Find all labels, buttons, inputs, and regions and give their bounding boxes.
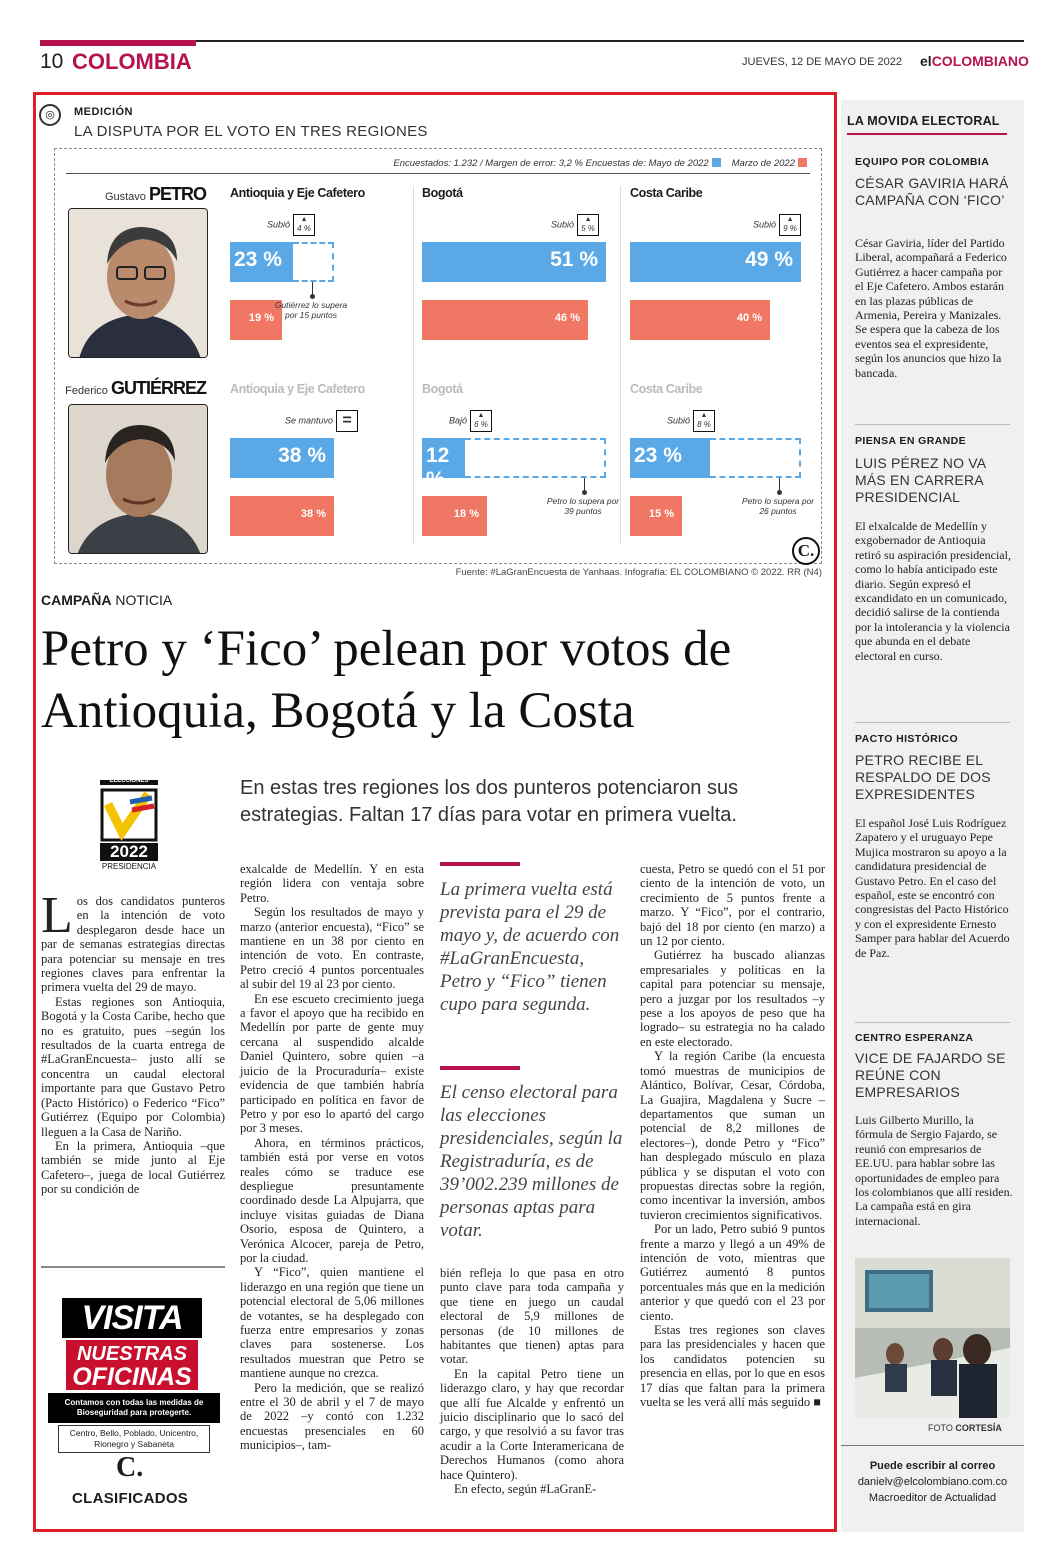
paragraph: os dos candidatos punteros en la intención de voto desplegaron desde hace un par de semanas estrategias directas para potenciar su mensaje en tres regiones claves para enfrentar la primera vuelta del 29 de mayo.: [41, 894, 225, 995]
bar-may-value: 12 %: [426, 444, 450, 491]
change-indicator: [285, 410, 358, 432]
gap-leader-dot: [310, 294, 315, 299]
paragraph: Estas tres regiones son claves para las presidenciales y hacen que los candidatos potencien su presencia en ellas, por lo que en esos 17 días que faltan para la primera vuelta se les verá allí más seguido ■: [640, 1323, 825, 1410]
change-label: Subió: [551, 219, 575, 230]
region-label: Antioquia y Eje Cafetero: [230, 186, 365, 200]
body-column-4: [640, 862, 825, 1524]
elections-logo-bottom: PRESIDENCIA: [101, 862, 157, 871]
candidate-gutierrez-name: [64, 378, 206, 399]
gap-leader-dot: [777, 490, 782, 495]
petro-photo: [68, 208, 208, 358]
change-label: Subió: [267, 219, 291, 230]
elections-2022-logo: [100, 780, 158, 872]
sidebar-item-3-kicker: PACTO HISTÓRICO: [855, 733, 959, 745]
change-delta: 5 %: [581, 224, 595, 233]
ad-biosecurity: Contamos con todas las medidas de Bioseguridad para protegerte.: [48, 1393, 220, 1423]
paragraph: Estas regiones son Antioquia, Bogotá y la Costa Caribe, hecho que no es gratuito, pues –según los resultados de la cuarta entrega de #LaGranEncuesta– justo allí se concentra un caudal electoral importante para que Gustavo Petro (Pacto Histórico) o Federico “Fico” Gutiérrez (Equipo por Colombia) lleguen a la Casa de Nariño.: [41, 994, 225, 1139]
elcolombiano-c-logo: C.: [792, 537, 820, 565]
meeting-photo: [855, 1258, 1010, 1418]
gap-note: Gutiérrez lo supera por 15 puntos: [274, 300, 348, 320]
quote-2-bar: [440, 1066, 520, 1070]
sidebar-rule: [855, 424, 1010, 425]
ad-locations: Centro, Bello, Poblado, Unicentro, Rionegro y Sabaneta: [58, 1425, 210, 1453]
sidebar-rule: [855, 1022, 1010, 1023]
article-dek: En estas tres regiones los dos punteros potenciaron sus estrategias. Faltan 17 días para votar en primera vuelta.: [240, 777, 739, 826]
paragraph: Ahora, en términos prácticos, también está por verse en votos reales cómo se traduce ese despliegue presuntamente coordinado desde La Alpujarra, que incluye visitas guiadas de Diana Osorio, esposa de Quintero, a Verónica Alcocer, pareja de Petro, por la ciudad.: [240, 1135, 424, 1265]
infographic-kicker: MEDICIÓN: [74, 106, 133, 118]
region-label: Bogotá: [422, 186, 463, 200]
change-delta: 9 %: [783, 224, 797, 233]
change-indicator: [551, 214, 599, 236]
petro-last-name: PETRO: [148, 184, 206, 204]
brand-prefix: el: [920, 53, 932, 69]
change-delta-icon: ▲ 5 %: [577, 214, 599, 236]
issue-date: JUEVES, 12 DE MAYO DE 2022: [742, 56, 902, 68]
section-name: COLOMBIA: [72, 49, 192, 74]
gap-leader-dot: [582, 490, 587, 495]
sidebar-title-rule: [847, 133, 1007, 135]
infographic-source: Fuente: #LaGranEncuesta de Yanhaas. Infografía: EL COLOMBIANO © 2022. RR (N4): [455, 567, 822, 578]
kicker-type: NOTICIA: [115, 592, 173, 608]
sidebar-item-1-kicker: EQUIPO POR COLOMBIA: [855, 156, 990, 168]
header-accent: [40, 40, 196, 46]
change-delta: 8 %: [697, 420, 711, 429]
quote-1-bar: [440, 862, 520, 866]
sidebar-item-3-head: PETRO RECIBE EL RESPALDO DE DOS EXPRESIDENTES: [855, 752, 991, 802]
contact-email[interactable]: danielv@elcolombiano.com.co: [857, 1476, 1008, 1488]
gap-note: Petro lo supera por 39 puntos: [546, 496, 620, 516]
change-indicator: [753, 214, 801, 236]
contact-title: Puede escribir al correo: [869, 1460, 996, 1472]
region-label: Costa Caribe: [630, 186, 703, 200]
panel-separator: [413, 186, 414, 544]
gap-indicator: [293, 242, 334, 282]
gap-indicator: [465, 438, 606, 478]
change-label: Subió: [666, 415, 690, 426]
paragraph: Pero la medición, que se realizó entre el 30 de abril y el 7 de mayo de 2022 –y contó con 1.232 encuestas presenciales en 60 municipios–, tam-: [240, 1380, 424, 1453]
paragraph: Por un lado, Petro subió 9 puntos frente a marzo y llegó a un 49% de intención de voto, mientras que Gutiérrez aumentó 8 puntos porcentuales más que en la medición anterior y que quedó con el 23 por ciento.: [640, 1222, 825, 1323]
brand-logo: [920, 53, 1029, 69]
bar-march-value: 40 %: [736, 312, 762, 324]
infographic-meta: [380, 158, 810, 169]
legend-may: Mayo de 2022: [648, 158, 709, 169]
paragraph: En efecto, según #LaGranE-: [454, 1482, 597, 1497]
legend-march: Marzo de 2022: [731, 158, 795, 169]
panel-separator: [620, 186, 621, 544]
kicker-category: CAMPAÑA: [41, 592, 112, 608]
paragraph: En ese escueto crecimiento juega a favor el apoyo que ha recibido en Medellín por parte de gente muy cercana al suspendido alcalde Daniel Quintero, sobre quien –a juicio de la Procuraduría– existe evidencia de que también habría participado en política en favor de Petro y por eso lo apartó del cargo por 3 meses.: [240, 991, 424, 1136]
sidebar-item-2-kicker: PIENSA EN GRANDE: [855, 435, 967, 447]
region-label: Costa Caribe: [630, 382, 703, 396]
petro-first-name: Gustavo: [104, 191, 146, 203]
change-delta: 4 %: [297, 224, 311, 233]
bar-march-value: 46 %: [554, 312, 580, 324]
paragraph: Gutiérrez ha buscado alianzas empresariales y políticas en la capital para potenciar su mensaje, pero a juzgar por los resultados –y pese a los apoyos de peso que ha logrado– su estrategia no ha calado en este electorado.: [640, 948, 825, 1049]
sidebar-item-1-head: CÉSAR GAVIRIA HARÁ CAMPAÑA CON ‘FICO’: [855, 175, 1009, 208]
sidebar-title: LA MOVIDA ELECTORAL: [847, 114, 1000, 128]
gutierrez-photo: [68, 404, 208, 554]
sidebar-item-4-kicker: CENTRO ESPERANZA: [855, 1032, 974, 1044]
change-delta-icon: ▲ 8 %: [693, 410, 715, 432]
survey-meta: Encuestados: 1.232 / Margen de error: 3,2 % Encuestas de:: [393, 158, 646, 169]
bar-may-value: 49 %: [745, 248, 793, 271]
paragraph: exalcalde de Medellín. Y en esta región lidera con ventaja sobre Petro.: [240, 862, 424, 905]
contact-rule: [841, 1445, 1024, 1446]
body-column-3: [440, 1266, 624, 1524]
infographic-title: LA DISPUTA POR EL VOTO EN TRES REGIONES: [74, 123, 428, 140]
ad-visita[interactable]: VISITA: [62, 1298, 202, 1338]
sidebar-item-2-body: El elxalcalde de Medellín y exgobernador de Antioquia retiró su aspiración presidencial, como lo había anticipado este diario. Según expresó el excandidato en un comunicado, decidió salirse de la contienda por la intolerancia y la violencia que abunda en el debate electoral en curso.: [855, 519, 1011, 663]
legend-march-swatch: [798, 158, 807, 167]
gutierrez-last-name: GUTIÉRREZ: [110, 378, 206, 398]
article-headline: Petro y ‘Fico’ pelean por votos de Antioquia, Bogotá y la Costa: [41, 621, 732, 739]
change-delta-icon: ▲ 6 %: [470, 410, 492, 432]
change-delta: 6 %: [474, 420, 488, 429]
contact-box: [845, 1458, 1020, 1506]
dropcap: L: [41, 887, 73, 944]
bar-may-value: 23 %: [634, 444, 682, 467]
change-delta-icon: [336, 410, 358, 432]
gap-note: Petro lo supera por 26 puntos: [741, 496, 815, 516]
bar-may-value: 23 %: [234, 248, 282, 271]
candidate-petro-name: [64, 184, 206, 205]
meta-rule: [66, 173, 810, 174]
sidebar-rule: [855, 722, 1010, 723]
sidebar-item-4-head: VICE DE FAJARDO SE REÚNE CON EMPRESARIOS: [855, 1050, 1006, 1100]
ad-oficinas: OFICINAS: [72, 1363, 192, 1391]
change-label: Bajó: [448, 415, 467, 426]
measurement-icon: ◎: [39, 104, 61, 126]
sidebar-item-2-head: LUIS PÉREZ NO VA MÁS EN CARRERA PRESIDENCIAL: [855, 455, 986, 505]
elections-logo-top: ELECCIONES: [109, 778, 149, 784]
ad-nuestras-oficinas[interactable]: [66, 1340, 198, 1390]
change-delta: =: [342, 412, 352, 429]
elections-logo-year: 2022: [110, 842, 148, 861]
photo-credit-label: FOTO: [928, 1423, 953, 1433]
paragraph: Según los resultados de mayo y marzo (anterior encuesta), “Fico” se mantiene en un 38 por ciento en intención de voto. En contraste, Petro creció 4 puntos porcentuales al subir del 19 al 23 por ciento.: [240, 905, 424, 992]
paragraph: Y la región Caribe (la encuesta tomó muestras de municipios de Alántico, Bolívar, Cesar, Córdoba, La Guajira, Magdalena y Sucre –departamentos que suman un potencial de 8,2 millones de electores–), donde Petro y “Fico” han desplegado músculo en plaza pública y se disputan el voto con propuestas directas sobre la región, como incentivar la inversión, ambos tuvieron crecimientos significativos.: [640, 1049, 825, 1222]
paragraph: En la primera, Antioquia –que también se mide junto al Eje Cafetero–, juega de local Gutiérrez por su condición de: [41, 1138, 225, 1197]
change-label: Subió: [753, 219, 777, 230]
pull-quote-2: El censo electoral para las elecciones presidenciales, según la Registraduría, es de 39’002.239 millones de personas aptas para votar.: [440, 1082, 623, 1241]
pull-quote-1: La primera vuelta está prevista para el 29 de mayo y, de acuerdo con #LaGranEncuesta, Petro y “Fico” tienen cupo para segunda.: [440, 879, 620, 1015]
change-delta-icon: ▲ 4 %: [293, 214, 315, 236]
change-indicator: [267, 214, 315, 236]
bar-march-value: 19 %: [248, 312, 274, 324]
region-label: Antioquia y Eje Cafetero: [230, 382, 365, 396]
ad-c-logo: C.: [116, 1452, 144, 1483]
ad-clasificados[interactable]: CLASIFICADOS: [72, 1490, 189, 1507]
article-kicker: [41, 592, 172, 608]
change-delta-icon: ▲ 9 %: [779, 214, 801, 236]
change-indicator: [449, 410, 492, 432]
contact-role: Macroeditor de Actualidad: [868, 1492, 997, 1504]
gap-indicator: [710, 438, 801, 478]
photo-credit: [928, 1423, 1002, 1433]
legend-may-swatch: [712, 158, 721, 167]
bar-march-value: 18 %: [453, 508, 479, 520]
paragraph: bién refleja lo que pasa en otro punto clave para toda campaña y que tiene en juego un caudal electoral de 5,9 millones de personas (de 10 millones de habitantes que tienen) aptas para votar.: [440, 1266, 624, 1367]
ad-rule: [41, 1266, 225, 1268]
brand-name: COLOMBIANO: [931, 53, 1029, 69]
change-label: Se mantuvo: [285, 415, 334, 426]
bar-march-value: 38 %: [300, 508, 326, 520]
paragraph: Y “Fico”, quien mantiene el liderazgo en una región que tiene un potencial electoral de 5,06 millones de votantes, se ha desplegado con fuerza entre empresarios y zonas claves para sostenerse. Los resultados muestran que Petro se mantiene aunque no crezca.: [240, 1265, 424, 1381]
bar-march-value: 15 %: [648, 508, 674, 520]
sidebar-item-3-body: El español José Luis Rodríguez Zapatero y el uruguayo Pepe Mujica mostraron su apoyo a la candidatura presidencial de Gustavo Petro. En el caso del español, este se encontró con congresistas del Pacto Histórico y con el expresidente Ernesto Samper para hablar del Acuerdo de Paz.: [855, 816, 1010, 960]
photo-credit-source: CORTESÍA: [955, 1423, 1002, 1433]
body-column-1: [41, 887, 225, 1274]
sidebar-item-4-body: Luis Gilberto Murillo, la fórmula de Sergio Fajardo, se reunió con empresarios de EE.UU. para hablar sobre las oportunidades de empleo para los colombianos que allí residen. La campaña está en gira internacional.: [855, 1113, 1013, 1228]
paragraph: En la capital Petro tiene un liderazgo claro, y hay que recordar que allí fue Alcalde y enfrentó un juicio disciplinario que lo sacó del cargo, y que resolvió a su favor tras acudir a la Corte Interamericana de Derechos Humanos (como ahora hace Quintero).: [440, 1366, 624, 1482]
sidebar-item-1-body: César Gaviria, líder del Partido Liberal, acompañará a Federico Gutiérrez a hacer campaña por el Eje Cafetero. Ambos estarán en las plazas públicas de Armenia, Pereira y Manizales. Se espera que la cabeza de los eventos sea el expresidente, según los anuncios que hizo la bancada.: [855, 236, 1007, 380]
bar-may-value: 51 %: [550, 248, 598, 271]
region-label: Bogotá: [422, 382, 463, 396]
page-number: 10: [40, 50, 64, 73]
gutierrez-first-name: Federico: [65, 385, 108, 397]
paragraph: cuesta, Petro se quedó con el 51 por ciento de la intención de voto, un crecimiento de 5 puntos frente a marzo. Y “Fico”, por el contrario, bajó del 18 por ciento (en marzo) a un 12 por ciento.: [640, 862, 825, 949]
change-indicator: [667, 410, 715, 432]
ad-nuestras: NUESTRAS: [76, 1343, 187, 1365]
bar-may-value: 38 %: [278, 444, 326, 467]
body-column-2: [240, 862, 424, 1524]
